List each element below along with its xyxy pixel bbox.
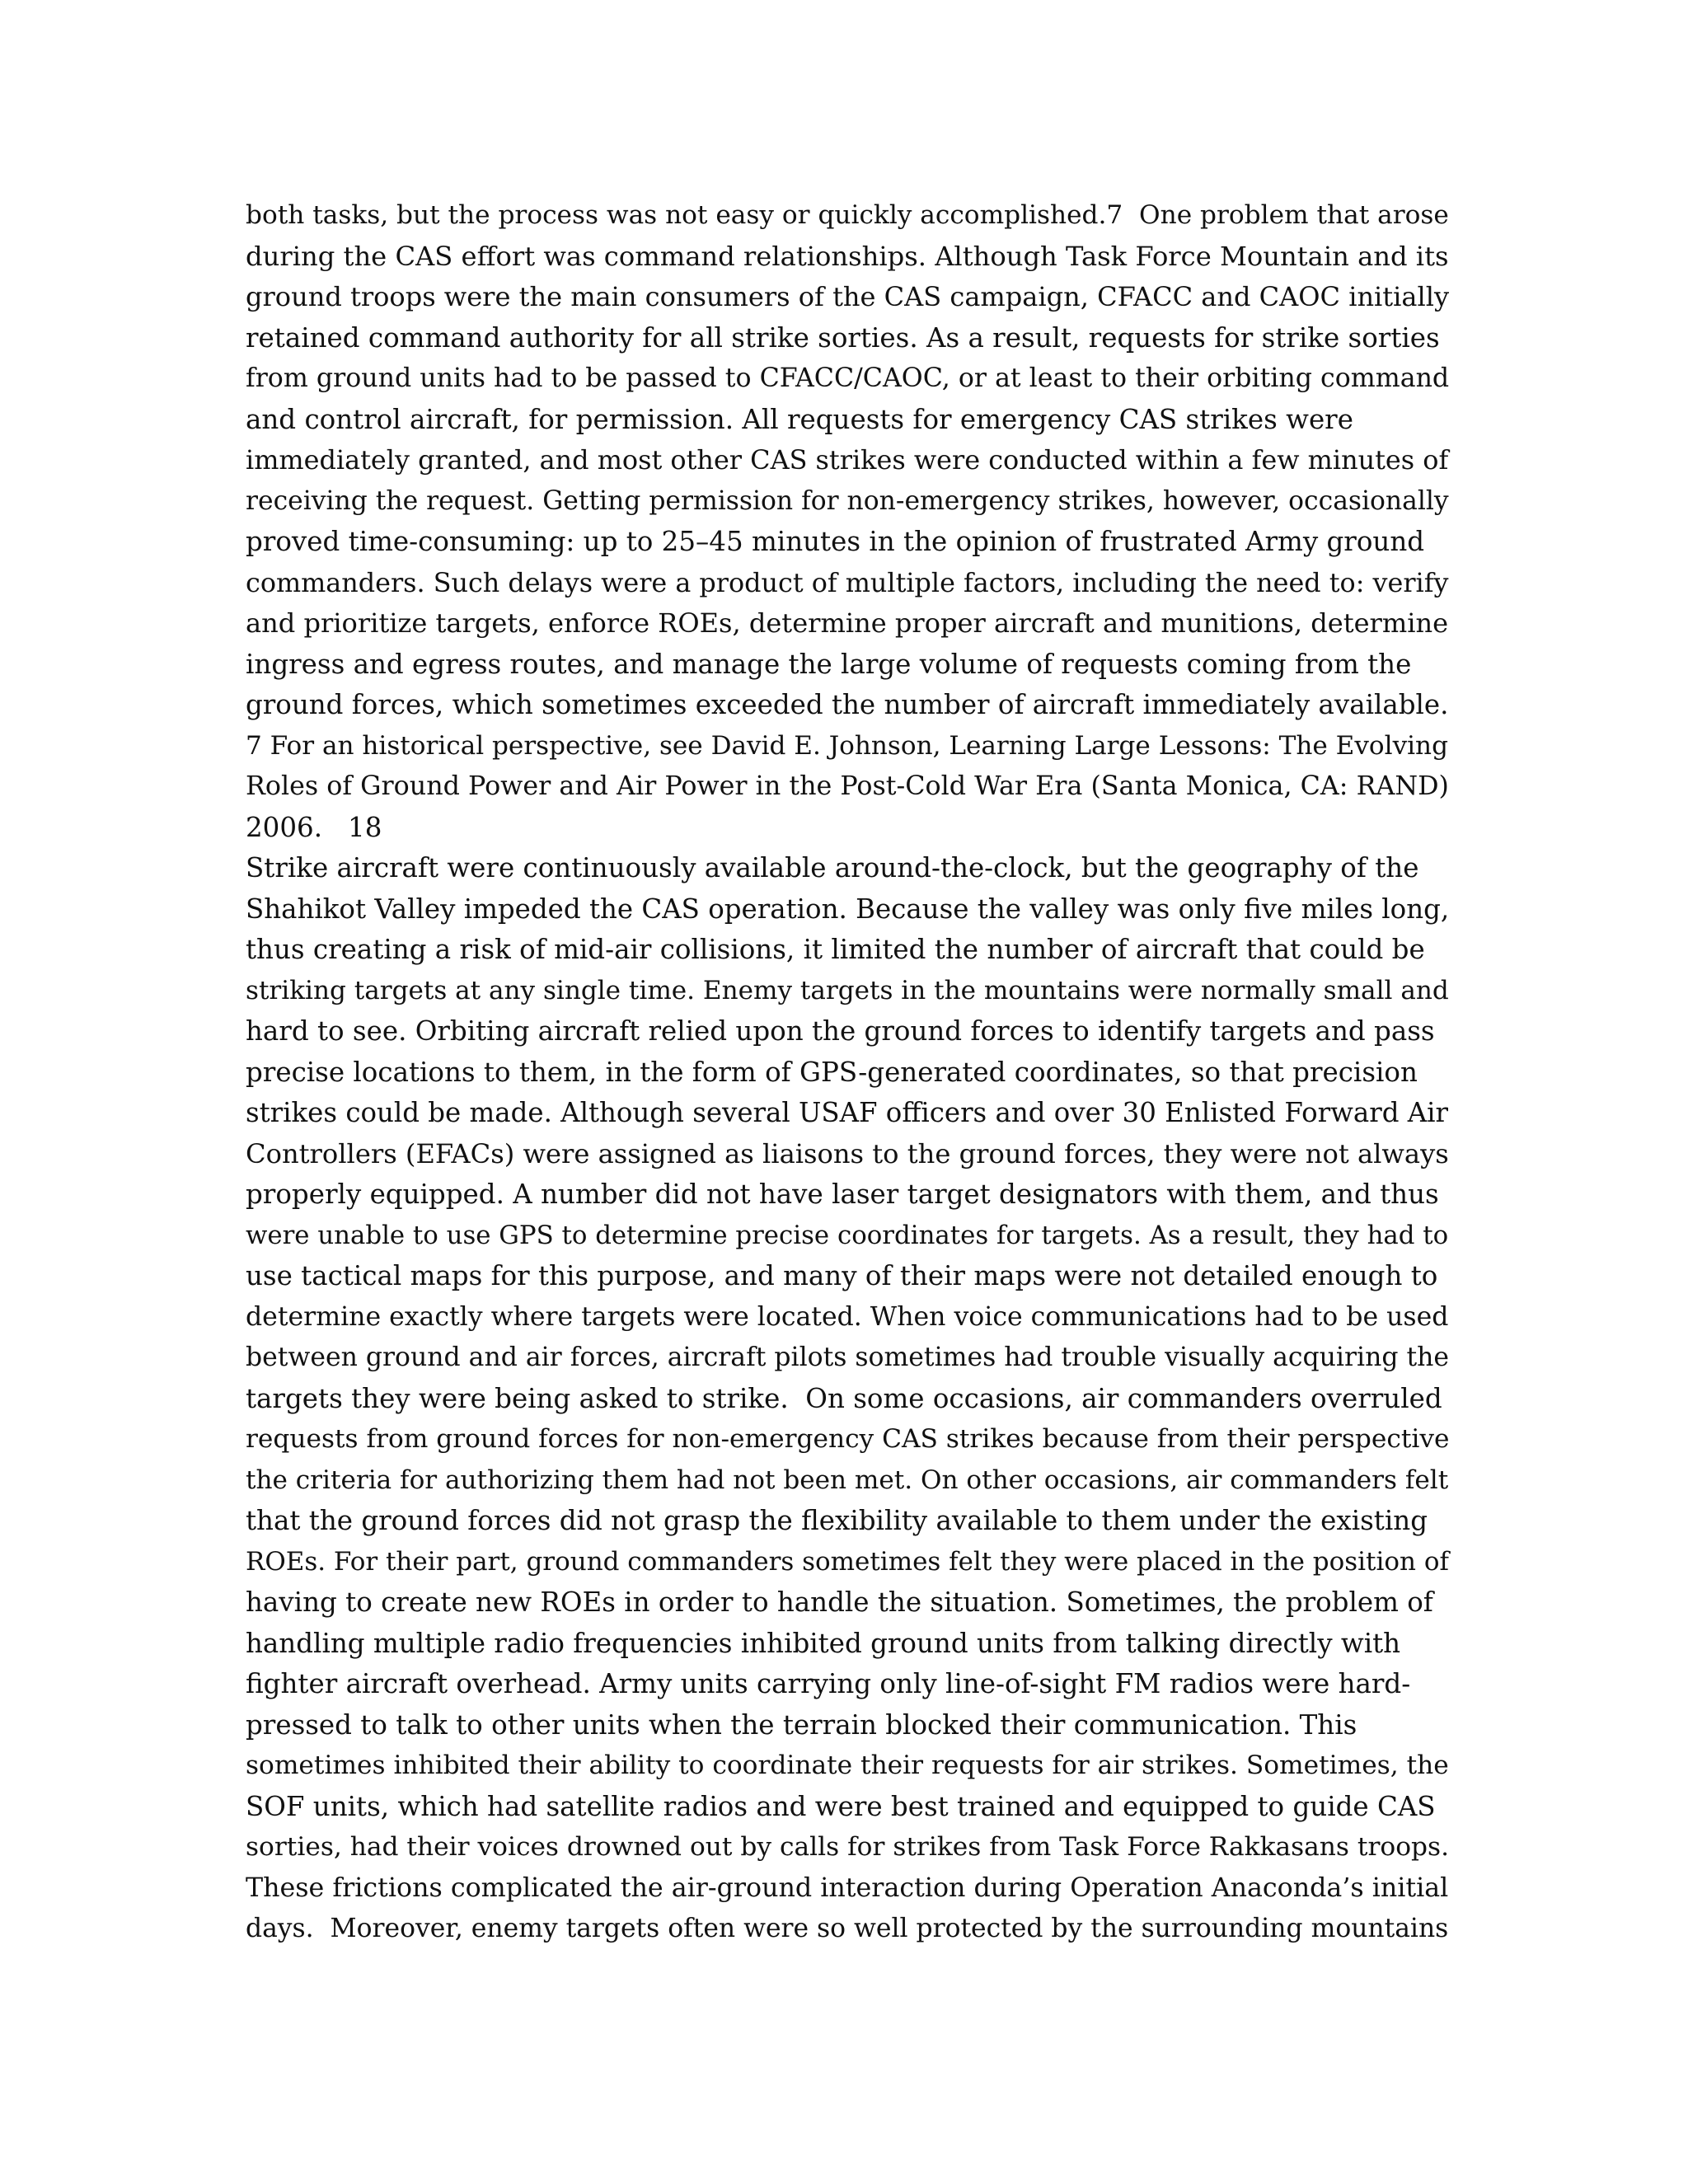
text-line: sometimes inhibited their ability to coordinate their requests for air strikes. Sometimes, the: [246, 1750, 1449, 1780]
footnote-line: Roles of Ground Power and Air Power in the Post-Cold War Era (Santa Monica, CA: RAND): [246, 771, 1449, 801]
text-line: targets they were being asked to strike. On some occasions, air commanders overruled: [246, 1382, 1442, 1414]
text-line: that the ground forces did not grasp the flexibility available to them under the existing: [246, 1505, 1428, 1536]
text-line: These frictions complicated the air-ground interaction during Operation Anaconda’s initial: [246, 1872, 1449, 1903]
text-line: Controllers (EFACs) were assigned as liaisons to the ground forces, they were not always: [246, 1137, 1449, 1169]
body-text: [246, 195, 1449, 1990]
text-line: days. Moreover, enemy targets often were so well protected by the surrounding mountains: [246, 1914, 1449, 1943]
text-line: ingress and egress routes, and manage the large volume of requests coming from the: [246, 648, 1412, 680]
text-line: and prioritize targets, enforce ROEs, determine proper aircraft and munitions, determine: [246, 607, 1449, 639]
footnote-line: 7 For an historical perspective, see David E. Johnson, Learning Large Lessons: The Evolving: [246, 730, 1448, 761]
text-line: determine exactly where targets were located. When voice communications had to be used: [246, 1301, 1449, 1332]
text-line: sorties, had their voices drowned out by calls for strikes from Task Force Rakkasans troops.: [246, 1832, 1450, 1862]
text-line: handling multiple radio frequencies inhibited ground units from talking directly with: [246, 1627, 1401, 1659]
text-line: both tasks, but the process was not easy or quickly accomplished.7 One problem that arose: [246, 200, 1449, 230]
text-line: fighter aircraft overhead. Army units carrying only line-of-sight FM radios were hard-: [246, 1668, 1411, 1699]
text-line: commanders. Such delays were a product of multiple factors, including the need to: verify: [246, 566, 1449, 598]
text-line: [246, 1950, 1449, 1991]
text-line: were unable to use GPS to determine precise coordinates for targets. As a result, they had to: [246, 1220, 1449, 1250]
text-line: use tactical maps for this purpose, and many of their maps were not detailed enough to: [246, 1260, 1438, 1291]
text-line: ROEs. For their part, ground commanders sometimes felt they were placed in the position of: [246, 1546, 1449, 1577]
text-line: during the CAS effort was command relationships. Although Task Force Mountain and its: [246, 240, 1449, 272]
text-line: precise locations to them, in the form of GPS-generated coordinates, so that precision: [246, 1056, 1418, 1088]
text-line: Strike aircraft were continuously available around-the-clock, but the geography of the: [246, 852, 1419, 883]
text-line: striking targets at any single time. Enemy targets in the mountains were normally small and: [246, 975, 1449, 1005]
text-line: between ground and air forces, aircraft pilots sometimes had trouble visually acquiring the: [246, 1343, 1450, 1372]
text-line: ground troops were the main consumers of the CAS campaign, CFACC and CAOC initially: [246, 281, 1450, 312]
text-line: hard to see. Orbiting aircraft relied upon the ground forces to identify targets and pass: [246, 1015, 1435, 1047]
text-line: from ground units had to be passed to CFACC/CAOC, or at least to their orbiting command: [246, 363, 1450, 393]
text-line: ground forces, which sometimes exceeded the number of aircraft immediately available.: [246, 689, 1449, 720]
text-line: the criteria for authorizing them had not been met. On other occasions, air commanders felt: [246, 1465, 1449, 1495]
text-line: Shahikot Valley impeded the CAS operation. Because the valley was only five miles long,: [246, 893, 1450, 925]
text-line: immediately granted, and most other CAS strikes were conducted within a few minutes of: [246, 444, 1449, 476]
text-line: strikes could be made. Although several USAF officers and over 30 Enlisted Forward Air: [246, 1097, 1449, 1128]
text-line: properly equipped. A number did not have laser target designators with them, and thus: [246, 1179, 1439, 1210]
text-line: retained command authority for all strike sorties. As a result, requests for strike sorties: [246, 321, 1440, 354]
text-line: thus creating a risk of mid-air collisions, it limited the number of aircraft that could be: [246, 934, 1425, 965]
text-line: and control aircraft, for permission. All requests for emergency CAS strikes were: [246, 403, 1353, 435]
text-line: proved time-consuming: up to 25–45 minutes in the opinion of frustrated Army ground: [246, 526, 1425, 557]
footnote-page-number-line: 2006. 18: [246, 811, 382, 843]
text-line: SOF units, which had satellite radios and were best trained and equipped to guide CAS: [246, 1790, 1436, 1822]
text-line: having to create new ROEs in order to handle the situation. Sometimes, the problem of: [246, 1586, 1433, 1618]
text-line: requests from ground forces for non-emergency CAS strikes because from their perspective: [246, 1424, 1450, 1454]
text-line: receiving the request. Getting permission for non-emergency strikes, however, occasionally: [246, 485, 1449, 516]
text-line: pressed to talk to other units when the terrain blocked their communication. This: [246, 1708, 1357, 1741]
